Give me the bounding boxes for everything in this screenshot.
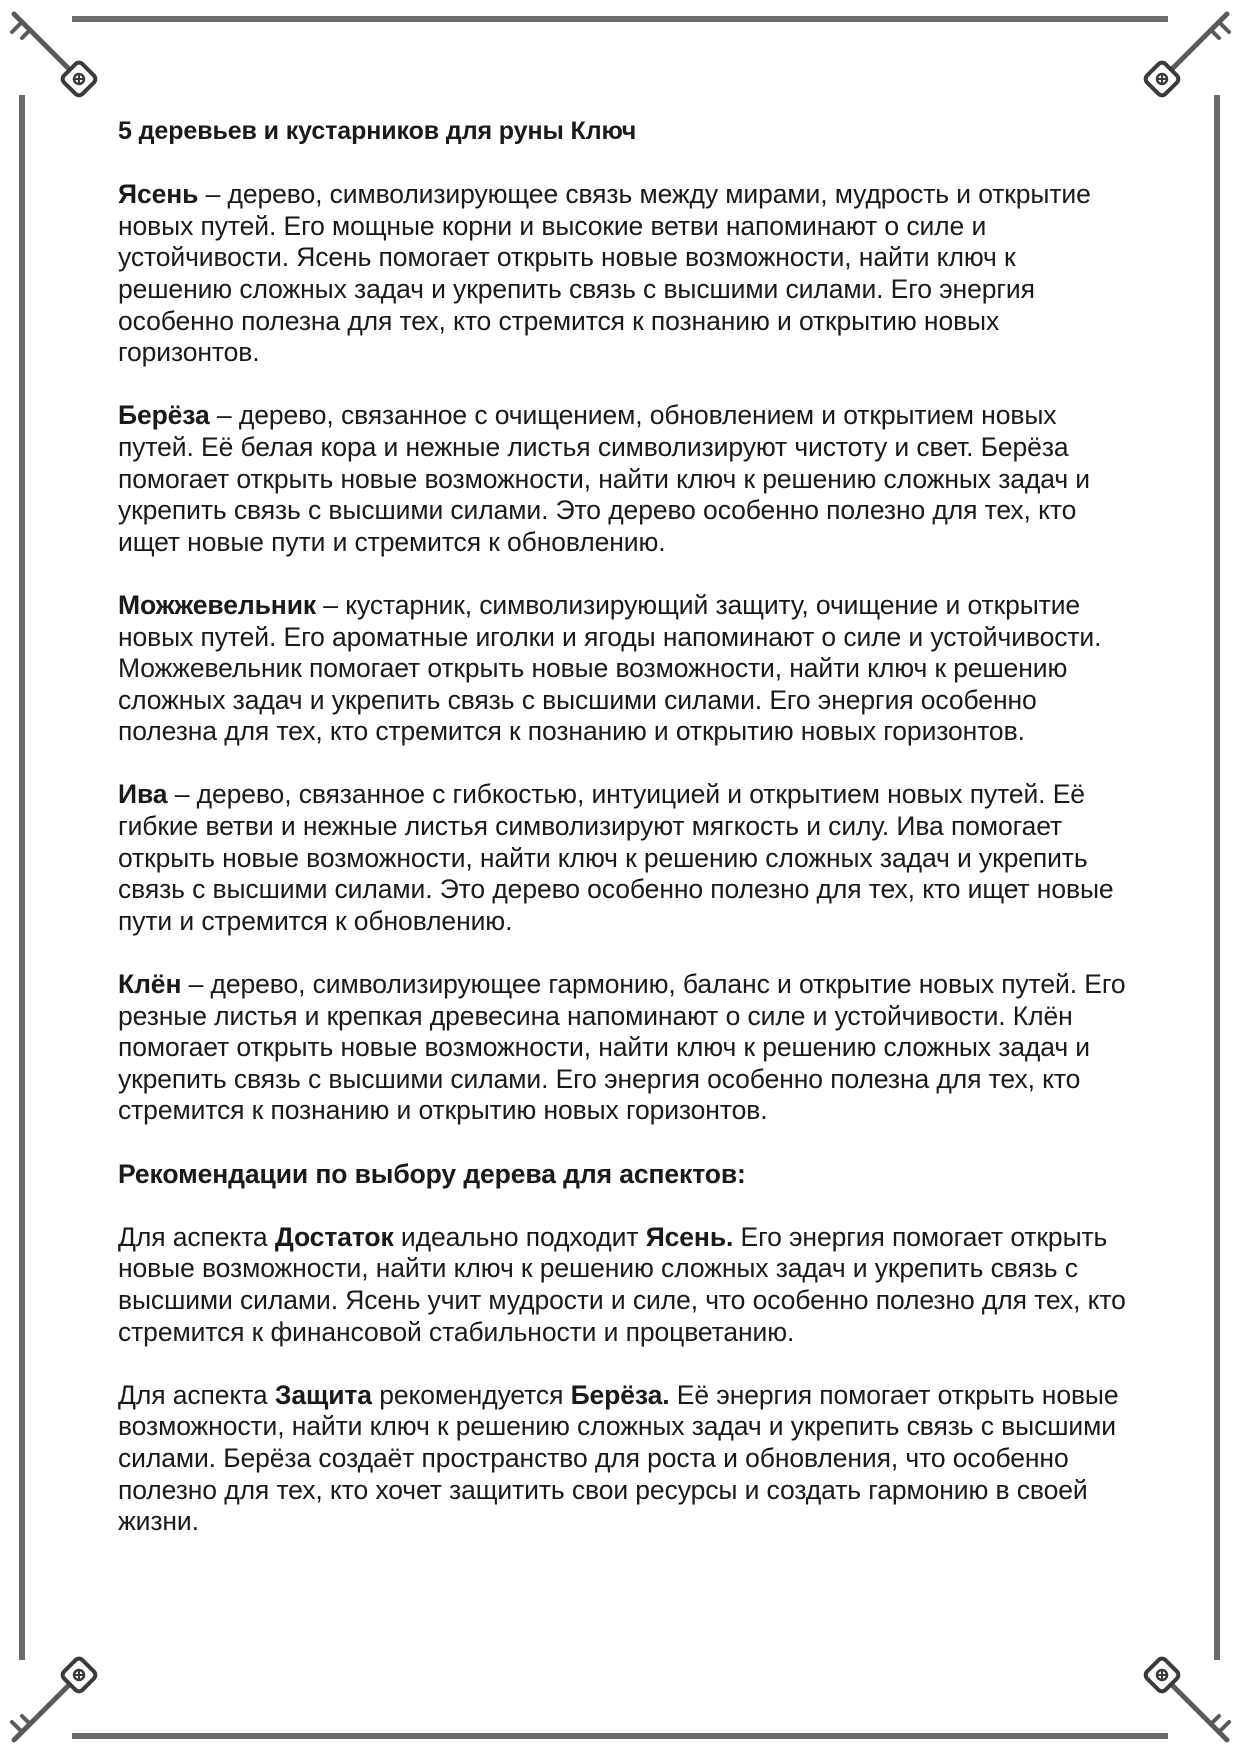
tree-description: – дерево, связанное с очищением, обновлением и открытием новых путей. Её белая кора и нежные листья символизируют чистоту и свет. Берёза помогает открыть новые возможности, найти ключ к решению сложных задач и укрепить связь с высшими силами. Это дерево особенно полезно для тех, кто ищет новые пути и стремится к обновлению. bbox=[118, 400, 1090, 557]
tree-description: – дерево, связанное с гибкостью, интуицией и открытием новых путей. Её гибкие ветви и нежные листья символизируют мягкость и силу. Ива помогает открыть новые возможности, найти ключ к решению сложных задач и укрепить связь с высшими силами. Это дерево особенно полезно для тех, кто ищет новые пути и стремится к обновлению. bbox=[118, 779, 1114, 936]
tree-description: – дерево, символизирующее гармонию, баланс и открытие новых путей. Его резные листья и крепкая древесина напоминают о силе и устойчивости. Клён помогает открыть новые возможности, найти ключ к решению сложных задач и укрепить связь с высшими силами. Его энергия особенно полезна для тех, кто стремится к познанию и открытию новых горизонтов. bbox=[118, 969, 1126, 1126]
document-body bbox=[118, 116, 1128, 1569]
recommendation-text: Её энергия помогает открыть новые возможности, найти ключ к решению сложных задач и укрепить связь с высшими силами. Берёза создаёт пространство для роста и обновления, что особенно полезно для тех, кто хочет защитить свои ресурсы и создать гармонию в своей жизни. bbox=[118, 1379, 1119, 1537]
tree-description: – кустарник, символизирующий защиту, очищение и открытие новых путей. Его ароматные иголки и ягоды напоминают о силе и устойчивости. Можжевельник помогает открыть новые возможности, найти ключ к решению сложных задач и укрепить связь с высшими силами. Его энергия особенно полезна для тех, кто стремится к познанию и открытию новых горизонтов. bbox=[118, 589, 1102, 747]
tree-name: Ясень. bbox=[645, 1221, 734, 1252]
tree-name: Клён bbox=[118, 969, 182, 1000]
recommendation-text: Его энергия помогает открыть новые возможности, найти ключ к решению сложных задач и укрепить связь с высшими силами. Ясень учит мудрости и силе, что особенно полезно для тех, кто стремится к финансовой стабильности и процветанию. bbox=[118, 1221, 1126, 1347]
tree-name: Берёза. bbox=[570, 1379, 670, 1410]
aspect-name: Достаток bbox=[274, 1221, 394, 1252]
tree-name: Берёза bbox=[118, 400, 210, 431]
key-icon bbox=[12, 1657, 97, 1740]
document-title: 5 деревьев и кустарников для руны Ключ bbox=[118, 117, 637, 145]
tree-name: Ива bbox=[118, 779, 168, 810]
aspect-name: Защита bbox=[274, 1379, 372, 1410]
recommendation-abundance: Для аспекта Достаток идеально подходит Ясень. Его энергия помогает открыть новые возможности, найти ключ к решению сложных задач и укрепить связь с высшими силами. Ясень учит мудрости и силе, что особенно полезно для тех, кто стремится к финансовой стабильности и процветанию. bbox=[118, 1221, 1126, 1347]
tree-paragraph-juniper bbox=[118, 590, 1128, 748]
tree-paragraph-maple bbox=[118, 969, 1128, 1127]
tree-name: Можжевельник bbox=[118, 589, 317, 620]
key-icon bbox=[1144, 14, 1229, 97]
tree-paragraph-willow bbox=[118, 779, 1128, 937]
tree-paragraph-ash bbox=[118, 179, 1128, 369]
tree-description: – дерево, символизирующее связь между мирами, мудрость и открытие новых путей. Его мощные корни и высокие ветви напоминают о силе и устойчивости. Ясень помогает открыть новые возможности, найти ключ к решению сложных задач и укрепить связь с высшими силами. Его энергия особенно полезна для тех, кто стремится к познанию и открытию новых горизонтов. bbox=[118, 179, 1091, 368]
recommendation-protection: Для аспекта Защита рекомендуется Берёза. Её энергия помогает открыть новые возможности, найти ключ к решению сложных задач и укрепить связь с высшими силами. Берёза создаёт пространство для роста и обновления, что особенно полезно для тех, кто хочет защитить свои ресурсы и создать гармонию в своей жизни. bbox=[118, 1379, 1119, 1537]
tree-paragraph-birch bbox=[118, 400, 1128, 558]
key-icon bbox=[12, 14, 97, 97]
key-icon bbox=[1144, 1657, 1229, 1740]
tree-name: Ясень bbox=[118, 179, 199, 210]
recommendations-heading: Рекомендации по выбору дерева для аспектов: bbox=[118, 1158, 746, 1189]
